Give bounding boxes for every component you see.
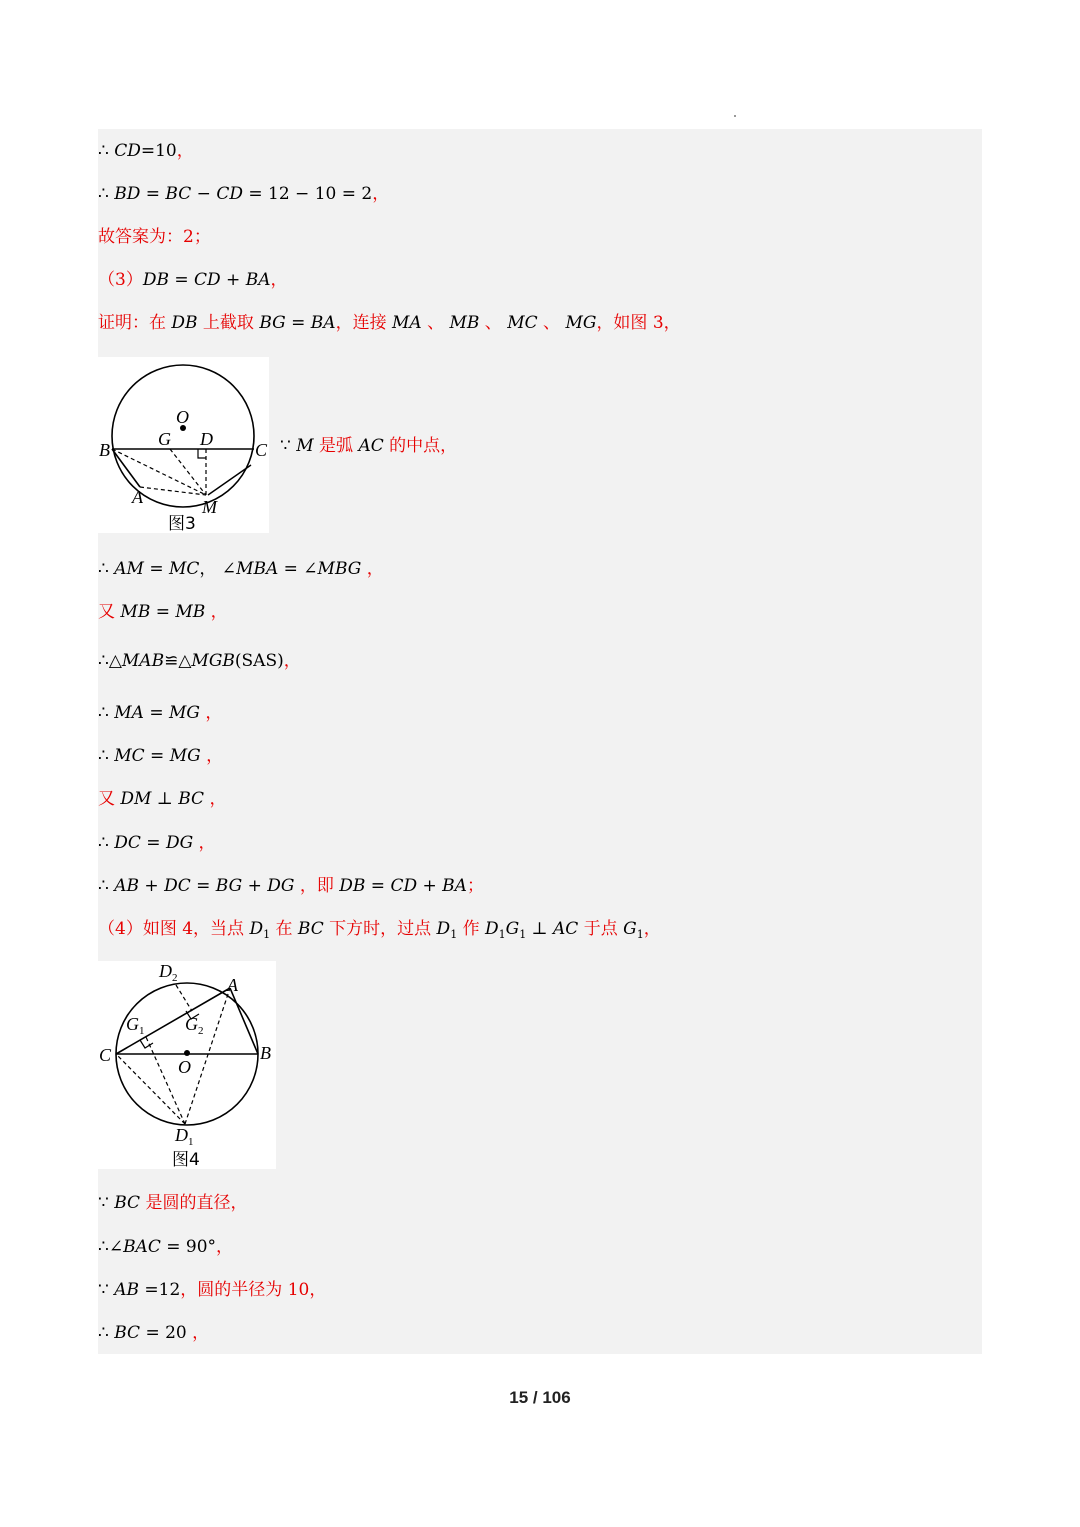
text: 于点 xyxy=(578,919,624,939)
math: CD xyxy=(194,270,221,290)
math: (SAS) xyxy=(234,651,284,671)
text: ， xyxy=(643,919,661,939)
math: = 90° xyxy=(160,1237,217,1257)
math: AC xyxy=(553,919,579,939)
label-o: O xyxy=(176,407,189,427)
line-proof xyxy=(98,308,681,338)
math: D xyxy=(485,919,499,939)
math: = xyxy=(168,270,195,290)
math: + xyxy=(139,876,165,896)
text: ， xyxy=(205,602,228,622)
math: BG xyxy=(215,876,243,896)
label-b: B xyxy=(99,440,110,460)
text: ， xyxy=(204,789,227,809)
line-m-midpoint xyxy=(280,431,457,461)
math: DM xyxy=(120,789,152,809)
math: BC xyxy=(165,184,192,204)
math: MB xyxy=(449,313,480,333)
math: = xyxy=(150,602,176,622)
segment-ab xyxy=(230,988,258,1054)
line-ab-12 xyxy=(98,1275,326,1305)
text: 又 xyxy=(98,602,121,622)
math: MC xyxy=(114,746,145,766)
subscript: 1 xyxy=(636,928,644,941)
math: MC xyxy=(507,313,538,333)
math: CD xyxy=(216,184,243,204)
text: ，如图 3， xyxy=(596,313,681,333)
math: AM xyxy=(114,559,144,579)
page-number: 15 / 106 xyxy=(509,1388,571,1407)
label-a: A xyxy=(132,487,143,507)
math: BA xyxy=(310,313,336,333)
line-bc-diameter xyxy=(98,1188,247,1218)
math: CD xyxy=(114,141,141,161)
circle xyxy=(112,365,254,507)
math: + xyxy=(417,876,443,896)
math: = xyxy=(285,313,311,333)
math: BG xyxy=(259,313,286,333)
text: （3） xyxy=(98,270,143,290)
text: 在 xyxy=(270,919,298,939)
math: MGB xyxy=(191,651,235,671)
segment-am xyxy=(140,487,206,495)
math: BC xyxy=(114,1193,141,1213)
text: ∵ xyxy=(280,436,297,456)
math: BAC xyxy=(123,1237,161,1257)
label-g1: $G_1$ xyxy=(126,1014,145,1037)
math: DB xyxy=(142,270,169,290)
label-o: O xyxy=(178,1057,191,1077)
text: 作 xyxy=(457,919,485,939)
text: ， xyxy=(199,703,223,723)
text: 是弧 xyxy=(313,436,359,456)
math: = xyxy=(140,184,166,204)
text: 、 xyxy=(479,313,508,333)
label-g2: $G_2$ xyxy=(185,1014,204,1037)
text: ∴ xyxy=(98,184,115,204)
math: MBA xyxy=(236,559,279,579)
math: DG xyxy=(165,833,194,853)
text: ， xyxy=(186,1323,210,1343)
math: = 20 xyxy=(140,1323,187,1343)
text: ， xyxy=(193,833,216,853)
math: BC xyxy=(114,1323,141,1343)
math: MG xyxy=(169,746,201,766)
label-g: G xyxy=(158,429,171,449)
math: DG xyxy=(267,876,295,896)
math: = xyxy=(144,746,170,766)
line-ma-mg xyxy=(98,698,222,728)
text: ，圆的半径为 10， xyxy=(180,1280,327,1300)
line-bac-90 xyxy=(98,1232,233,1262)
math: DB xyxy=(171,313,198,333)
text: ； xyxy=(466,876,484,896)
math: DB xyxy=(339,876,366,896)
figure-3-diagram xyxy=(98,357,269,533)
math: = xyxy=(365,876,391,896)
math: G xyxy=(505,919,520,939)
text: ， xyxy=(200,746,224,766)
subscript: 1 xyxy=(450,928,458,941)
math: AB xyxy=(114,1280,140,1300)
math: MAB xyxy=(121,651,165,671)
math: ⊥ xyxy=(151,789,179,809)
segment-bm xyxy=(112,449,206,495)
line-part3 xyxy=(98,265,288,295)
line-dm-perp-bc xyxy=(98,784,226,814)
subscript: 1 xyxy=(519,928,527,941)
math: D xyxy=(249,919,264,939)
segment-d1c xyxy=(116,1054,185,1124)
text: ∵ xyxy=(98,1280,115,1300)
text: ， xyxy=(283,651,301,671)
text: ， xyxy=(216,1237,234,1257)
text: ∴ xyxy=(98,833,115,853)
math: MG xyxy=(168,703,200,723)
figure-4 xyxy=(98,961,276,1169)
math: ， ∠ xyxy=(199,559,237,579)
label-b: B xyxy=(260,1043,271,1063)
text: ∴ xyxy=(98,1323,115,1343)
math: BD xyxy=(114,184,141,204)
subscript: 1 xyxy=(263,928,271,941)
math: MA xyxy=(114,703,144,723)
line-congruent xyxy=(98,646,301,676)
text: ∴ xyxy=(98,746,115,766)
text: ， xyxy=(372,184,390,204)
label-a: A xyxy=(227,975,238,995)
text: ∴∠ xyxy=(98,1237,124,1257)
line-bc-20 xyxy=(98,1318,209,1348)
text: ∴ xyxy=(98,559,115,579)
text: ∴ xyxy=(98,703,115,723)
text: ， xyxy=(270,270,288,290)
text: 、 xyxy=(537,313,566,333)
figure-4-caption: 图4 xyxy=(172,1150,200,1169)
text: ， xyxy=(361,559,384,579)
segment-ba xyxy=(112,449,140,487)
math: MG xyxy=(565,313,597,333)
figure-3 xyxy=(98,357,269,533)
math: ⊥ xyxy=(526,919,554,939)
right-angle-mark xyxy=(198,449,206,458)
math: MBG xyxy=(317,559,362,579)
text: 、 xyxy=(421,313,450,333)
label-m: M xyxy=(202,497,217,517)
text: ，即 xyxy=(294,876,340,896)
math: MA xyxy=(391,313,422,333)
label-c: C xyxy=(99,1045,112,1065)
math: BC xyxy=(297,919,324,939)
math: MB xyxy=(120,602,151,622)
math: = xyxy=(143,559,169,579)
math: + xyxy=(220,270,246,290)
subscript: 1 xyxy=(498,928,506,941)
math: ≌△ xyxy=(164,651,192,671)
text: ∴△ xyxy=(98,651,122,671)
text: 下方时，过点 xyxy=(323,919,437,939)
math: DC xyxy=(114,833,141,853)
line-mc-mg xyxy=(98,741,223,771)
line-part4 xyxy=(98,914,661,944)
segment-d2g2 xyxy=(176,985,192,1011)
label-d1: $D_1$ xyxy=(175,1125,194,1148)
text: ∴ xyxy=(98,141,115,161)
label-d: D xyxy=(200,429,213,449)
line-conclusion-3 xyxy=(98,871,484,901)
text: 是圆的直径， xyxy=(140,1193,248,1213)
segment-gm xyxy=(170,449,206,495)
text: （4）如图 4，当点 xyxy=(98,919,250,939)
math: = 12 − 10 = 2 xyxy=(242,184,373,204)
math: D xyxy=(436,919,451,939)
math: M xyxy=(296,436,314,456)
math: + xyxy=(242,876,268,896)
segment-d1a xyxy=(185,988,230,1124)
math: AC xyxy=(358,436,384,456)
math: =10 xyxy=(140,141,177,161)
math: =12 xyxy=(139,1280,181,1300)
center-point xyxy=(184,1050,190,1056)
math: MB xyxy=(175,602,206,622)
figure-4-diagram xyxy=(98,961,276,1169)
math: G xyxy=(623,919,637,939)
line-dc-dg xyxy=(98,828,216,858)
line-bd-2 xyxy=(98,179,389,209)
segment-d1g1 xyxy=(146,1037,185,1124)
figure-3-caption: 图3 xyxy=(168,514,196,533)
text: 上截取 xyxy=(197,313,260,333)
math: BC xyxy=(178,789,205,809)
math: = xyxy=(143,703,169,723)
text: ，连接 xyxy=(335,313,392,333)
math: = xyxy=(190,876,216,896)
text: 证明：在 xyxy=(98,313,172,333)
label-c: C xyxy=(255,440,268,460)
line-cd-10 xyxy=(98,136,194,166)
math: AB xyxy=(114,876,140,896)
math: MC xyxy=(168,559,200,579)
text: ， xyxy=(176,141,194,161)
line-am-mc xyxy=(98,554,384,584)
header-dot xyxy=(734,115,736,117)
label-d2: $D_2$ xyxy=(159,961,178,984)
math: = ∠ xyxy=(278,559,318,579)
text: 故答案为：2； xyxy=(98,227,211,247)
math: BA xyxy=(245,270,271,290)
text: 又 xyxy=(98,789,121,809)
text: ∵ xyxy=(98,1193,115,1213)
text: 的中点， xyxy=(383,436,458,456)
math: = xyxy=(140,833,166,853)
math: BA xyxy=(442,876,467,896)
math: − xyxy=(191,184,217,204)
math: DC xyxy=(164,876,191,896)
line-mb-mb xyxy=(98,597,228,627)
text: ∴ xyxy=(98,876,115,896)
math: CD xyxy=(390,876,418,896)
line-answer xyxy=(98,222,211,252)
